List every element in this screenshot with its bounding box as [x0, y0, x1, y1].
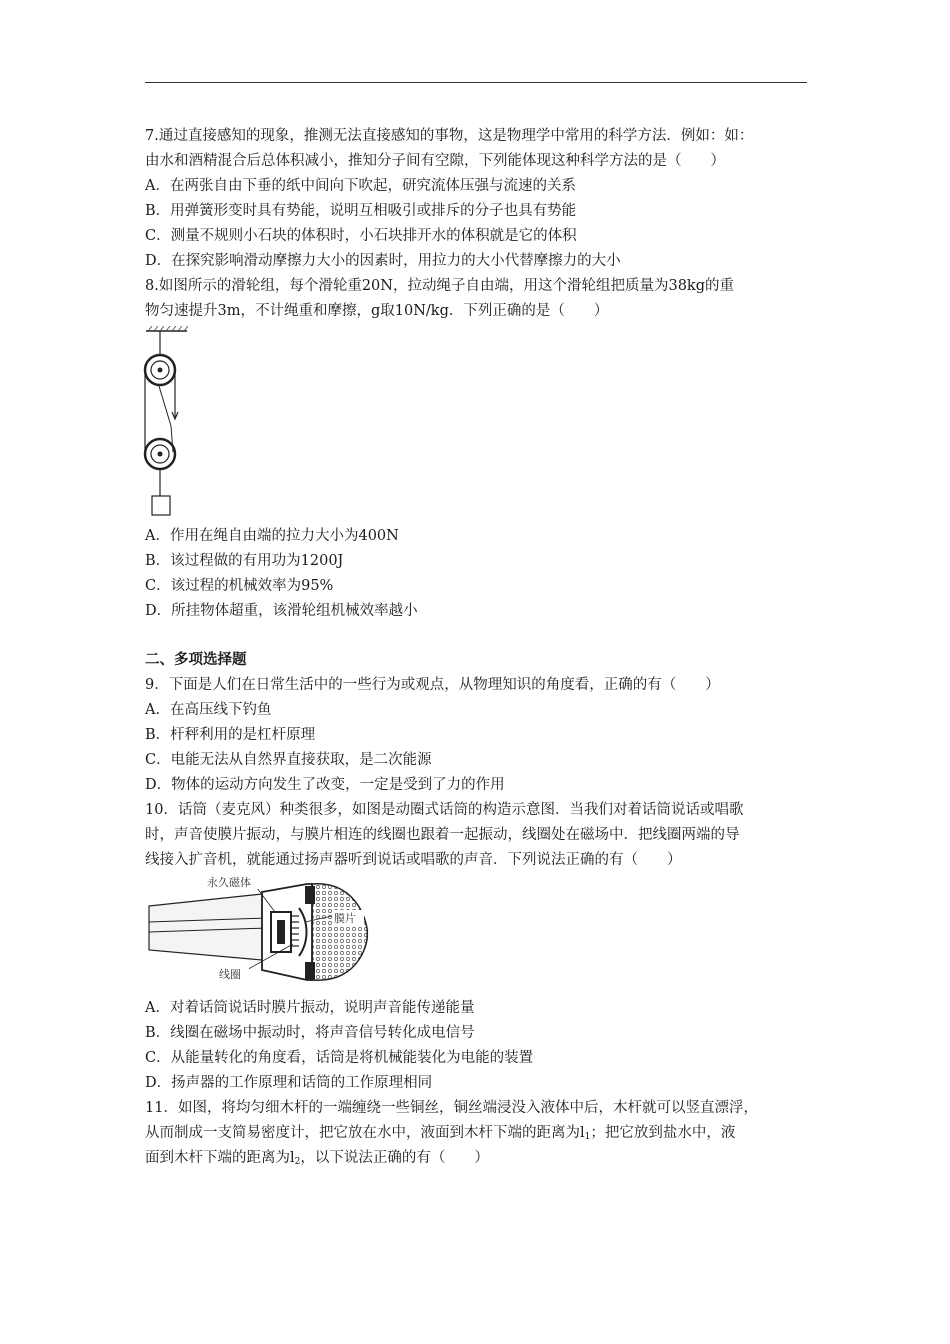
q8-stem-line1: 8.如图所示的滑轮组，每个滑轮重20N，拉动绳子自由端，用这个滑轮组把质量为38kg的重 — [145, 278, 734, 294]
q10-option-a: A．对着话筒说话时膜片振动，说明声音能传递能量 — [145, 1000, 475, 1016]
q10-option-b: B．线圈在磁场中振动时，将声音信号转化成电信号 — [145, 1025, 475, 1041]
q7-stem-line1: 7.通过直接感知的现象，推测无法直接感知的事物，这是物理学中常用的科学方法．例如：如： — [145, 128, 754, 144]
q10-option-d: D．扬声器的工作原理和话筒的工作原理相同 — [145, 1075, 433, 1091]
q7-option-c: C．测量不规则小石块的体积时，小石块排开水的体积就是它的体积 — [145, 228, 577, 244]
q8-stem-line2: 物匀速提升3m，不计绳重和摩擦，g取10N/kg．下列正确的是（ ） — [145, 303, 609, 319]
q7-option-d: D．在探究影响滑动摩擦力大小的因素时，用拉力的大小代替摩擦力的大小 — [145, 253, 621, 269]
q8-option-b: B．该过程做的有用功为1200J — [145, 553, 344, 569]
q11-line2-part1: 从而制成一支简易密度计，把它放在水中，液面到木杆下端的距离为l — [145, 1125, 585, 1141]
q9-option-d: D．物体的运动方向发生了改变，一定是受到了力的作用 — [145, 777, 505, 793]
q10-stem-line2: 时，声音使膜片振动，与膜片相连的线圈也跟着一起振动，线圈处在磁场中．把线圈两端的导 — [145, 827, 740, 843]
q8-option-d: D．所挂物体超重，该滑轮组机械效率越小 — [145, 603, 418, 619]
pulley-system-figure — [143, 326, 193, 518]
q10-option-c: C．从能量转化的角度看，话筒是将机械能装化为电能的装置 — [145, 1050, 534, 1066]
q11-stem-line2 — [145, 1124, 735, 1146]
q7-option-a: A．在两张自由下垂的纸中间向下吹起，研究流体压强与流速的关系 — [145, 178, 576, 194]
q9-option-a: A．在高压线下钓鱼 — [145, 702, 272, 718]
q7-option-b: B．用弹簧形变时具有势能，说明互相吸引或排斥的分子也具有势能 — [145, 203, 577, 219]
subscript-1: 1 — [584, 1132, 591, 1142]
q9-option-c: C．电能无法从自然界直接获取，是二次能源 — [145, 752, 432, 768]
q9-option-b: B．杆秤利用的是杠杆原理 — [145, 727, 316, 743]
q10-stem-line1: 10．话筒（麦克风）种类很多，如图是动圈式话筒的构造示意图．当我们对着话筒说话或唱歌 — [145, 802, 744, 818]
q10-stem-line3: 线接入扩音机，就能通过扬声器听到说话或唱歌的声音．下列说法正确的有（ ） — [145, 852, 682, 868]
subscript-2: 2 — [294, 1157, 301, 1167]
q8-option-c: C．该过程的机械效率为95% — [145, 578, 334, 594]
q11-line2-part2: ；把它放到盐水中，液 — [590, 1125, 736, 1141]
label-coil: 线圈 — [219, 968, 241, 981]
q11-line3-part2: ，以下说法正确的有（ ） — [300, 1150, 489, 1166]
q11-line3-part1: 面到木杆下端的距离为l — [145, 1150, 295, 1166]
label-magnet: 永久磁体 — [207, 876, 251, 889]
header-rule — [145, 82, 807, 83]
microphone-figure — [147, 872, 372, 992]
q7-stem-line2: 由水和酒精混合后总体积减小，推知分子间有空隙，下列能体现这种科学方法的是（ ） — [145, 153, 725, 169]
q11-stem-line1: 11．如图，将均匀细木杆的一端缠绕一些铜丝，铜丝端浸没入液体中后，木杆就可以竖直漂浮， — [145, 1100, 758, 1116]
q9-stem: 9．下面是人们在日常生活中的一些行为或观点，从物理知识的角度看，正确的有（ ） — [145, 677, 720, 693]
q8-option-a: A．作用在绳自由端的拉力大小为400N — [145, 528, 399, 544]
q11-stem-line3 — [145, 1149, 489, 1171]
section-title: 二、多项选择题 — [145, 652, 247, 668]
label-diaphragm: 膜片 — [334, 912, 356, 925]
